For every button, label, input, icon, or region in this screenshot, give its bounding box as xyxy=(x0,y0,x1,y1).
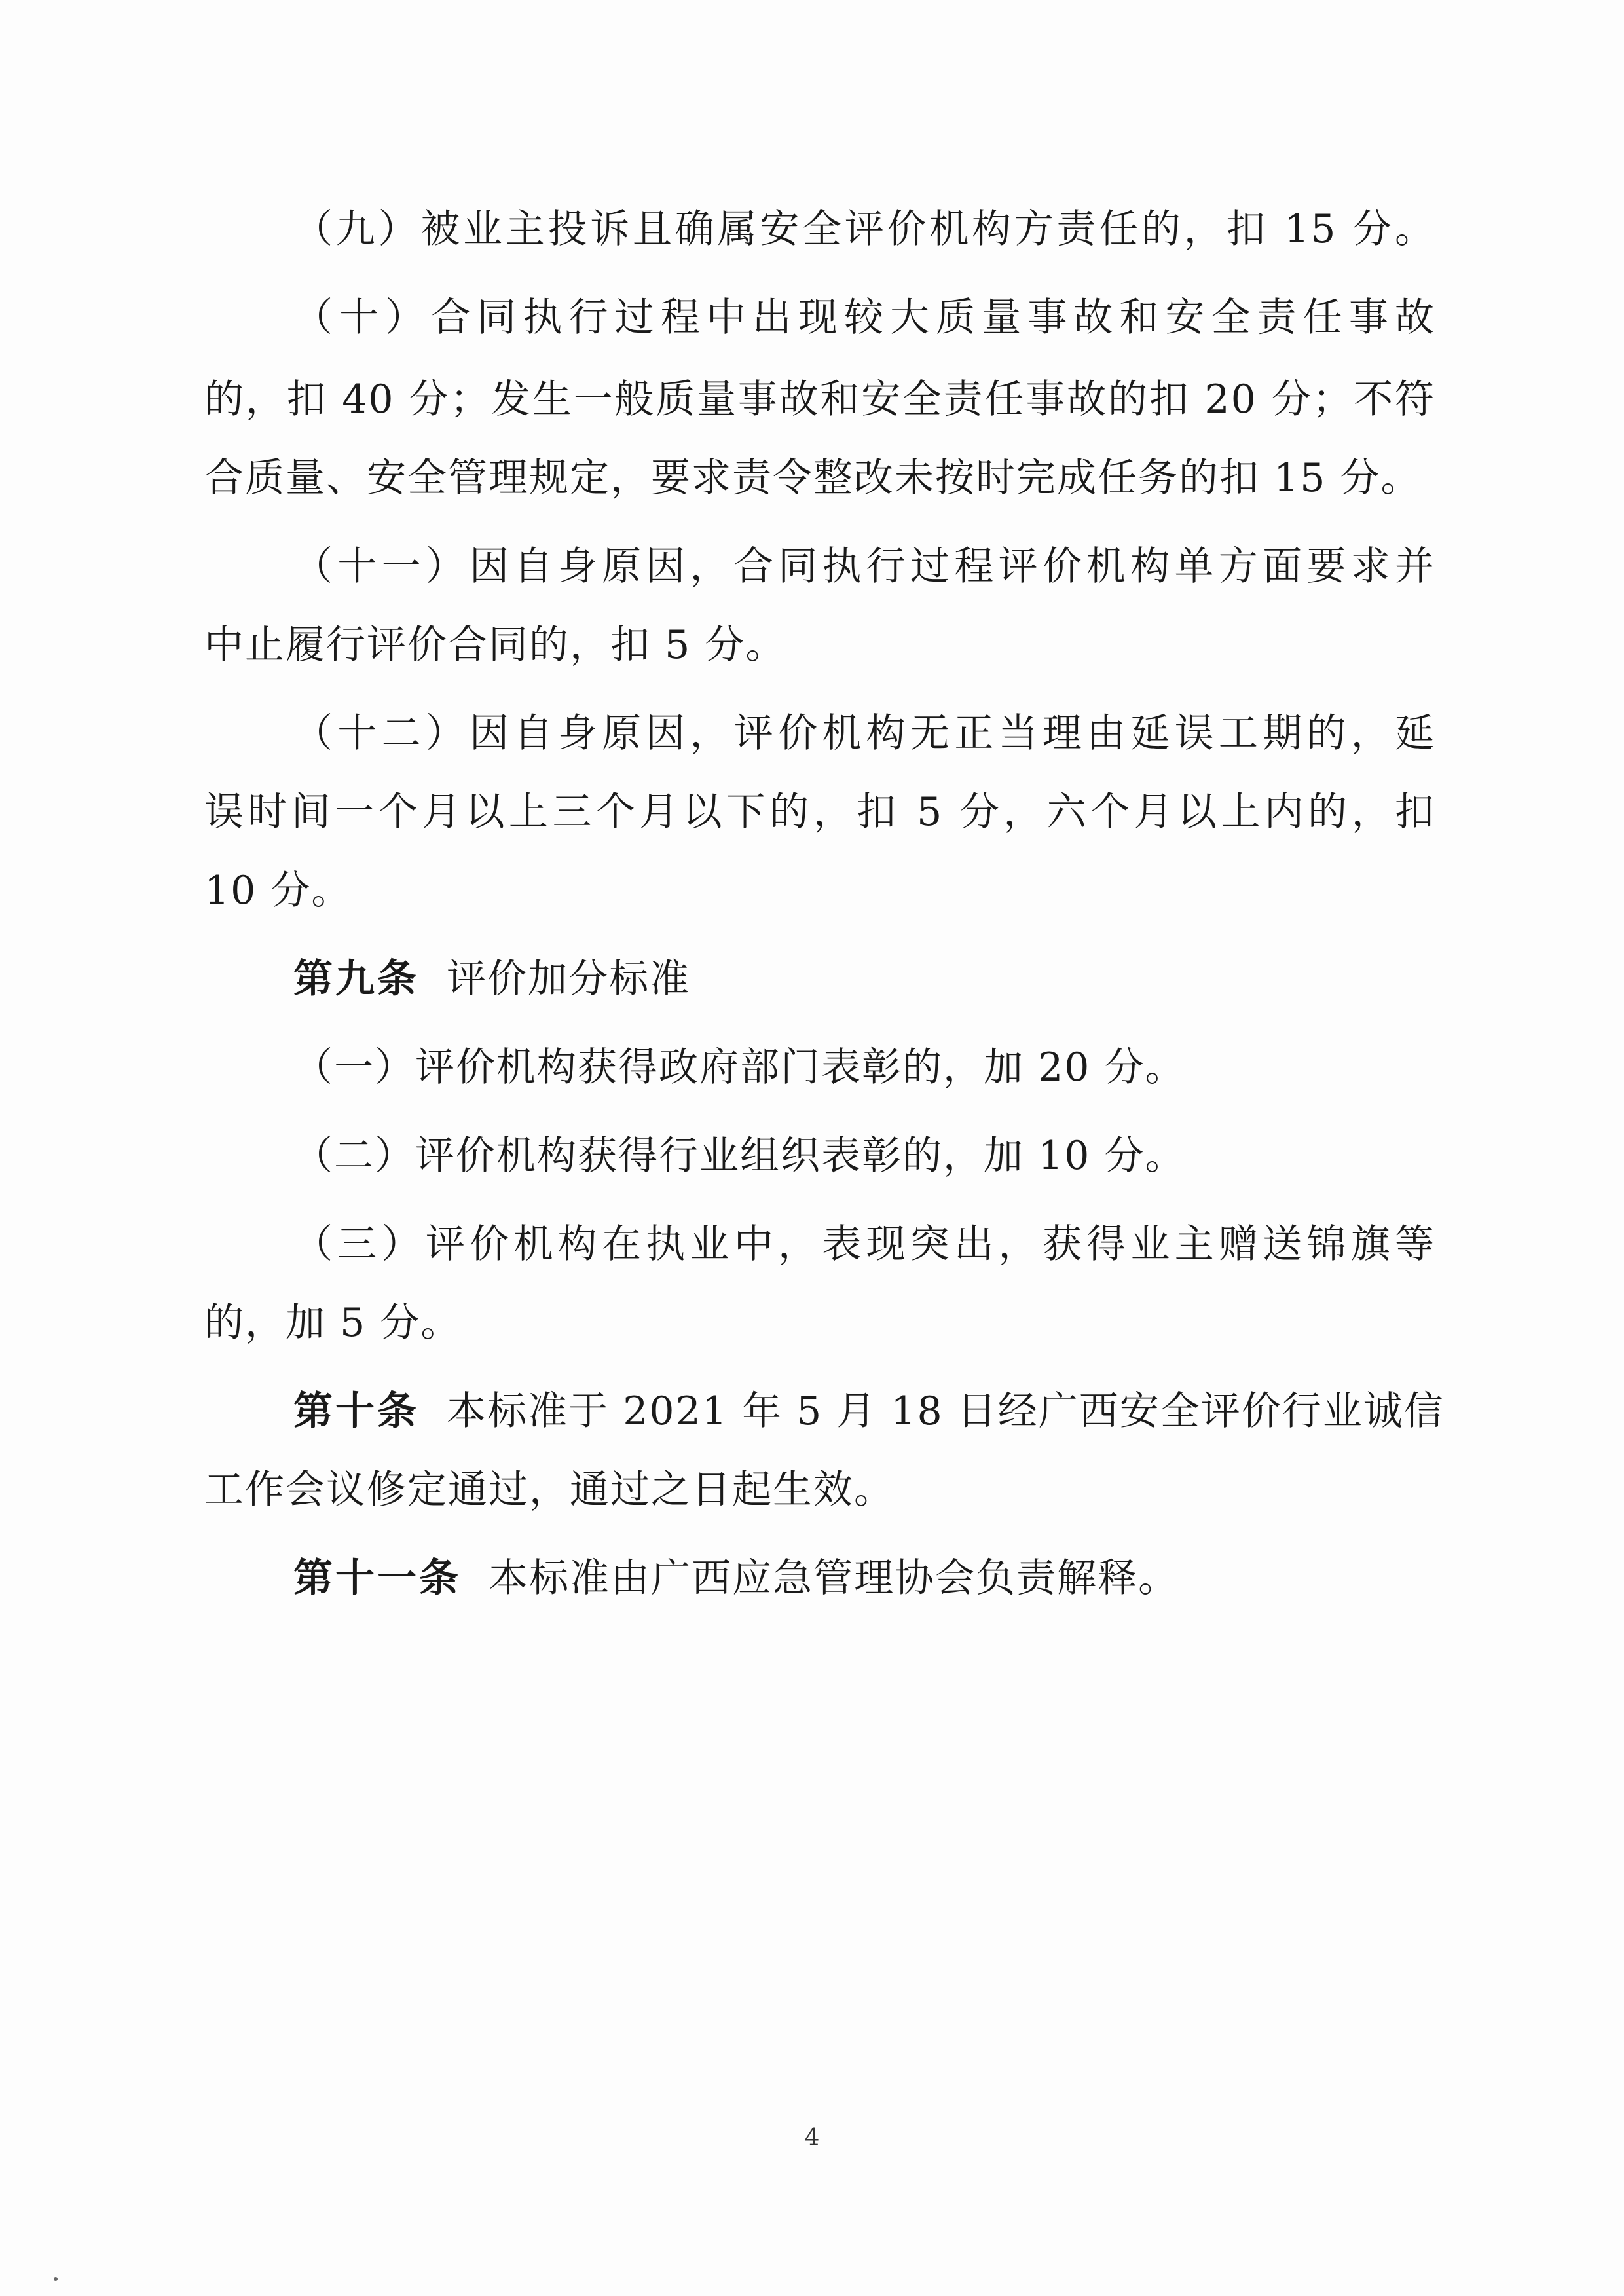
paragraph-11-line-1: （十一）因自身原因，合同执行过程评价机构单方面要求并 xyxy=(293,544,1435,589)
page-number: 4 xyxy=(804,2124,820,2151)
bonus-item-1: （一）评价机构获得政府部门表彰的，加 20 分。 xyxy=(293,1045,1186,1090)
paragraph-12-line-2: 误时间一个月以上三个月以下的，扣 5 分，六个月以上内的，扣 xyxy=(204,789,1435,835)
article-11 xyxy=(293,1549,1179,1608)
article-11-heading: 第十一条 xyxy=(293,1555,461,1601)
article-10-line-2: 工作会议修定通过，通过之日起生效。 xyxy=(204,1467,895,1513)
scan-speck xyxy=(54,2277,58,2281)
article-11-text: 本标准由广西应急管理协会负责解释。 xyxy=(489,1555,1179,1601)
bonus-item-3-line-2: 的，加 5 分。 xyxy=(204,1300,462,1346)
article-9-heading: 第九条 xyxy=(293,956,419,1002)
article-9 xyxy=(293,950,690,1009)
paragraph-10-line-3: 合质量、安全管理规定，要求责令整改未按时完成任务的扣 15 分。 xyxy=(204,455,1422,501)
bonus-item-3-line-1: （三）评价机构在执业中，表现突出，获得业主赠送锦旗等 xyxy=(293,1221,1435,1267)
paragraph-12-line-3: 10 分。 xyxy=(204,868,352,914)
paragraph-10-line-1: （十）合同执行过程中出现较大质量事故和安全责任事故 xyxy=(293,295,1435,341)
bonus-item-2: （二）评价机构获得行业组织表彰的，加 10 分。 xyxy=(293,1133,1186,1179)
article-10-heading: 第十条 xyxy=(293,1388,419,1434)
article-9-title: 评价加分标准 xyxy=(447,956,691,1002)
paragraph-11-line-2: 中止履行评价合同的，扣 5 分。 xyxy=(204,622,786,668)
paragraph-9-line-1: （九）被业主投诉且确属安全评价机构方责任的，扣 15 分。 xyxy=(293,206,1435,252)
article-10-line-1 xyxy=(293,1382,1445,1441)
paragraph-10-line-2: 的，扣 40 分；发生一般质量事故和安全责任事故的扣 20 分；不符 xyxy=(204,377,1435,422)
article-10-text: 本标准于 2021 年 5 月 18 日经广西安全评价行业诚信 xyxy=(447,1388,1445,1434)
paragraph-12-line-1: （十二）因自身原因，评价机构无正当理由延误工期的，延 xyxy=(293,711,1435,756)
